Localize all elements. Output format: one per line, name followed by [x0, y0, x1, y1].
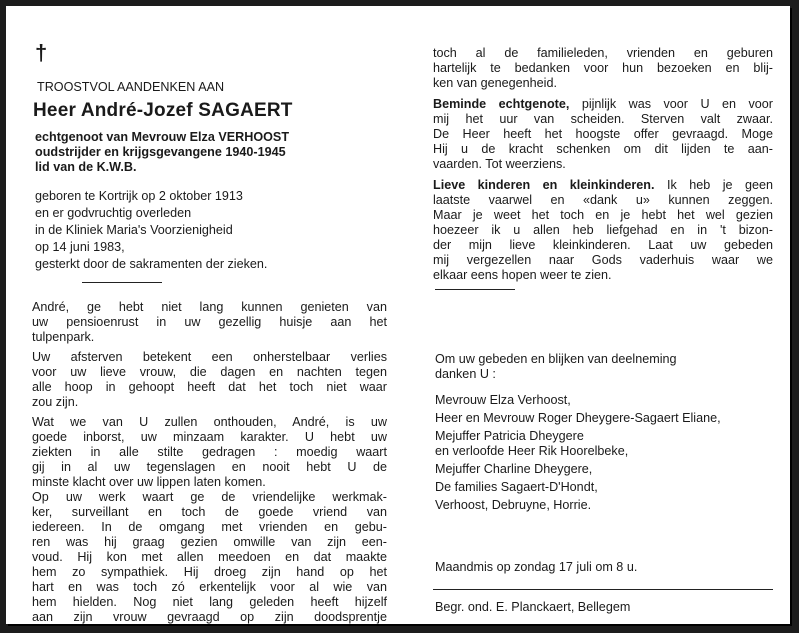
family-member: Mejuffer Charline Dheygere, — [435, 462, 593, 476]
text-line: ziekten in alle stilte gedragen : moedig waart — [32, 445, 387, 459]
text-line: mij het uur van scheiden. Sterven valt zwaar. — [433, 112, 773, 126]
text-line: laatste vaarwel en «dank u» kunnen zeggen. — [433, 193, 773, 207]
text-line: zou zijn. — [32, 395, 79, 409]
family-member: Heer en Mevrouw Roger Dheygere-Sagaert Eliane, — [435, 411, 721, 425]
text-line: iedereen. In de omgang met vrienden en gebu- — [32, 520, 387, 534]
children-para-first-rest: Ik heb je geen — [666, 178, 774, 192]
sacraments-line: gesterkt door de sakramenten der zieken. — [35, 257, 268, 271]
text-line: André, ge hebt niet lang kunnen genieten van — [32, 300, 387, 314]
section-divider — [435, 289, 515, 290]
text-line: voud. Hij kon met allen meedoen en dat maakte — [32, 550, 387, 564]
spouse-line: echtgenoot van Mevrouw Elza VERHOOST — [35, 130, 290, 144]
text-line: elkaar eens hopen weer te zien. — [433, 268, 612, 282]
deceased-name — [33, 101, 293, 121]
text-line: toch al de familieleden, vrienden en geburen — [433, 46, 773, 60]
family-member: en verloofde Heer Rik Hoorelbeke, — [435, 444, 629, 458]
text-line: hem zo sympathiek. Hij droeg zijn hand op het — [32, 565, 387, 579]
family-member: Mejuffer Patricia Dheygere — [435, 429, 584, 443]
spouse-para-first-rest: pijnlijk was voor U en voor — [581, 97, 774, 111]
text-line: minste klacht over uw lippen laten komen. — [32, 475, 266, 489]
memorial-title: TROOSTVOL AANDENKEN AAN — [37, 80, 225, 94]
text-line: alle hoop in gehoopt heeft dat het toch niet waar — [32, 380, 387, 394]
thanks-intro: Om uw gebeden en blijken van deelneming — [435, 352, 677, 366]
spouse-para-first-line — [433, 97, 773, 111]
cross-icon: † — [35, 40, 48, 65]
text-line: De Heer heeft het hoogste offer gevraagd. Moge — [433, 127, 773, 141]
text-line: voor uw lieve vrouw, die dagen en nachten tegen — [32, 365, 387, 379]
text-line: goede inborst, uw minzaam karakter. U hebt uw — [32, 430, 387, 444]
footer-rule — [433, 589, 773, 590]
deceased-surname: SAGAERT — [198, 100, 293, 121]
birth-line: geboren te Kortrijk op 2 oktober 1913 — [35, 189, 243, 203]
text-line: Wat we van U zullen onthouden, André, is uw — [32, 415, 387, 429]
text-line: mij vergezellen naar Gods vaderhuis waar we — [433, 253, 773, 267]
text-line: ker, surveillant en toch de goede vriend van — [32, 505, 387, 519]
text-line: aan zijn vrouw gevraagd op zijn doodsprentje — [32, 610, 387, 624]
veteran-line: oudstrijder en krijgsgevangene 1940-1945 — [35, 145, 286, 159]
text-line: Hij u de kracht schenken om dit lijden te aan- — [433, 142, 773, 156]
section-divider — [82, 282, 162, 283]
text-line: uw pensioenrust in uw gezellig huisje aan het — [32, 315, 387, 329]
text-line: ren was hij graag gezien omwille van zijn een- — [32, 535, 387, 549]
children-para-heading: Lieve kinderen en kleinkinderen. — [433, 178, 655, 192]
text-line: hoezeer ik u allen heb liefgehad en in 't bizon- — [433, 223, 773, 237]
spouse-para-heading: Beminde echtgenote, — [433, 97, 570, 111]
text-line: hartelijk te bedanken voor hun bezoeken en blij- — [433, 61, 773, 75]
memorial-card — [6, 6, 790, 624]
member-line: lid van de K.W.B. — [35, 160, 137, 174]
deceased-given-names: Heer André-Jozef — [33, 100, 193, 121]
text-line: gij in al uw tegenslagen en nooit hebt U de — [32, 460, 387, 474]
clinic-line: in de Kliniek Maria's Voorzienigheid — [35, 223, 233, 237]
text-line: der mijn lieve kleinkinderen. Laat uw gebeden — [433, 238, 773, 252]
death-date-line: op 14 juni 1983, — [35, 240, 125, 254]
undertaker: Begr. ond. E. Planckaert, Bellegem — [435, 600, 631, 614]
children-para-first-line — [433, 178, 773, 192]
family-member: Verhoost, Debruyne, Horrie. — [435, 498, 592, 512]
text-line: Uw afsterven betekent een onherstelbaar verlies — [32, 350, 387, 364]
mass-notice: Maandmis op zondag 17 juli om 8 u. — [435, 560, 638, 574]
death-line: en er godvruchtig overleden — [35, 206, 192, 220]
text-line: tulpenpark. — [32, 330, 95, 344]
text-line: vaarden. Tot weerziens. — [433, 157, 566, 171]
family-member: De families Sagaert-D'Hondt, — [435, 480, 598, 494]
text-line: Maar je weet het toch en je hebt het wel gezien — [433, 208, 773, 222]
thanks-intro-2: danken U : — [435, 367, 496, 381]
text-line: ken van genegenheid. — [433, 76, 557, 90]
text-line: Op uw werk waart ge de vriendelijke werkmak- — [32, 490, 387, 504]
text-line: hem hielden. Nog niet lang geleden heeft hijzelf — [32, 595, 387, 609]
family-member: Mevrouw Elza Verhoost, — [435, 393, 571, 407]
text-line: hart en was toch zó erkentelijk voor al wie van — [32, 580, 387, 594]
